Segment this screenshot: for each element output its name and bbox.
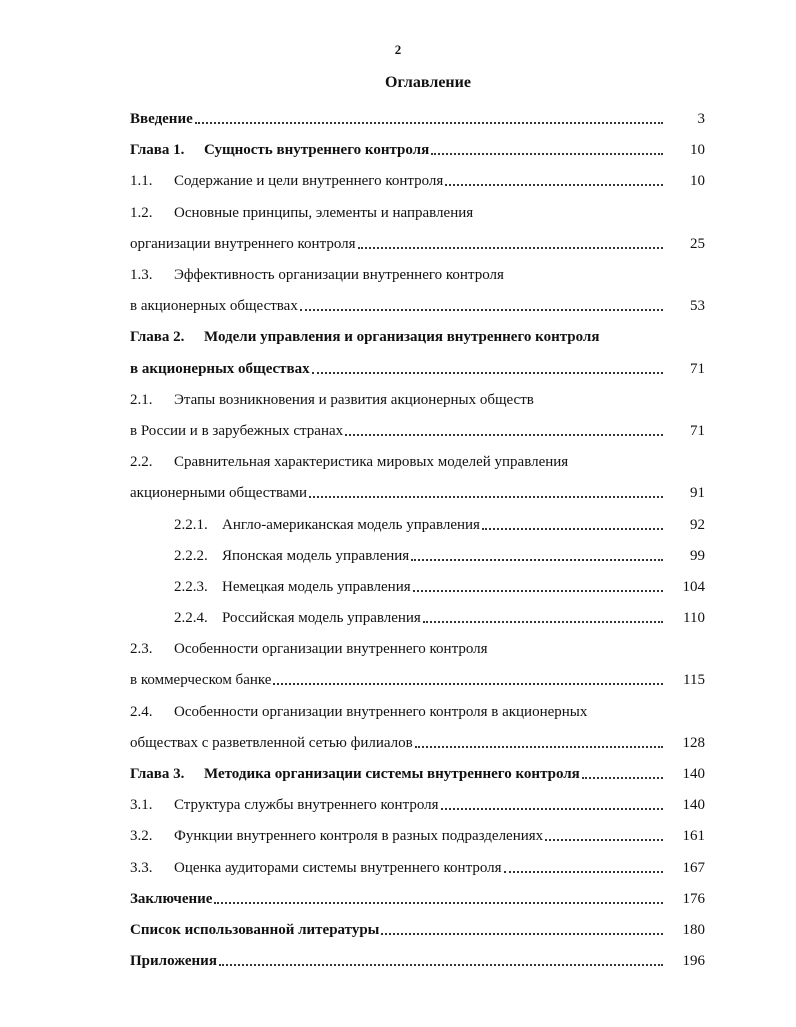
toc-entry-1-3[interactable] <box>130 260 705 291</box>
toc-entry-number: 2.2.2. <box>174 547 208 564</box>
toc-entry-text: в акционерных обществах <box>130 360 310 377</box>
leader-dots <box>413 575 663 592</box>
toc-entry-page: 128 <box>682 734 705 751</box>
toc-entry-page: 92 <box>690 516 705 533</box>
toc-entry-2-2-continued[interactable] <box>130 478 705 509</box>
toc-entry-page: 180 <box>682 921 705 938</box>
toc-entry-2-2-3[interactable] <box>130 572 705 603</box>
toc-entry-text: Введение <box>130 111 193 128</box>
toc-entry-text: Модели управления и организация внутреннего контроля <box>204 329 600 346</box>
leader-dots <box>273 668 663 685</box>
leader-dots <box>411 544 663 561</box>
toc-entry-text: Заключение <box>130 890 213 907</box>
toc-entry-2-4[interactable] <box>130 697 705 728</box>
table-of-contents <box>130 104 705 977</box>
toc-entry-text: обществах с разветвленной сетью филиалов <box>130 734 413 751</box>
toc-entry-introduction[interactable] <box>130 104 705 135</box>
toc-entry-1-2-continued[interactable] <box>130 229 705 260</box>
toc-entry-number: Глава 1. <box>130 142 185 159</box>
toc-entry-conclusion[interactable] <box>130 884 705 915</box>
toc-entry-number: 2.1. <box>130 391 153 408</box>
toc-entry-2-2-4[interactable] <box>130 603 705 634</box>
toc-entry-number: 2.2.3. <box>174 578 208 595</box>
leader-dots <box>381 918 663 935</box>
toc-entry-page: 99 <box>690 547 705 564</box>
toc-entry-appendices[interactable] <box>130 946 705 977</box>
leader-dots <box>195 107 663 124</box>
toc-entry-text: в акционерных обществах <box>130 298 298 315</box>
leader-dots <box>504 856 663 873</box>
leader-dots <box>482 513 663 530</box>
toc-entry-number: Глава 2. <box>130 329 185 346</box>
toc-entry-text: Российская модель управления <box>222 610 421 627</box>
toc-entry-text: организации внутреннего контроля <box>130 235 356 252</box>
toc-entry-number: 2.2.1. <box>174 516 208 533</box>
toc-entry-2-2-1[interactable] <box>130 509 705 540</box>
toc-entry-number: 2.4. <box>130 703 153 720</box>
toc-entry-page: 161 <box>682 828 705 845</box>
leader-dots <box>441 793 664 810</box>
toc-entry-page: 167 <box>682 859 705 876</box>
leader-dots <box>582 762 663 779</box>
toc-entry-number: 2.2. <box>130 454 153 471</box>
toc-entry-page: 196 <box>682 953 705 970</box>
page-number: 2 <box>394 42 402 57</box>
toc-entry-page: 10 <box>690 173 705 190</box>
toc-entry-page: 71 <box>690 360 705 377</box>
toc-entry-3-3[interactable] <box>130 853 705 884</box>
toc-entry-text: Немецкая модель управления <box>222 578 411 595</box>
toc-entry-page: 10 <box>690 142 705 159</box>
toc-entry-number: 1.1. <box>130 173 153 190</box>
toc-entry-text: Эффективность организации внутреннего контроля <box>174 267 504 284</box>
leader-dots <box>423 606 663 623</box>
toc-entry-number: 2.3. <box>130 641 153 658</box>
toc-entry-page: 25 <box>690 235 705 252</box>
toc-entry-1-3-continued[interactable] <box>130 291 705 322</box>
toc-entry-chapter-2[interactable] <box>130 322 705 353</box>
toc-entry-text: Функции внутреннего контроля в разных подразделениях <box>174 828 544 845</box>
leader-dots <box>431 138 663 155</box>
toc-entry-2-1-continued[interactable] <box>130 416 705 447</box>
leader-dots <box>312 357 663 374</box>
leader-dots <box>545 824 663 841</box>
toc-entry-text: Англо-американская модель управления <box>222 516 480 533</box>
toc-entry-2-3[interactable] <box>130 634 705 665</box>
leader-dots <box>445 169 663 186</box>
leader-dots <box>300 294 663 311</box>
toc-entry-1-2[interactable] <box>130 198 705 229</box>
toc-entry-text: Оценка аудиторами системы внутреннего контроля <box>174 859 502 876</box>
toc-entry-number: 1.3. <box>130 267 153 284</box>
toc-entry-number: 3.3. <box>130 859 153 876</box>
leader-dots <box>309 481 663 498</box>
toc-entry-2-2[interactable] <box>130 447 705 478</box>
toc-entry-text: Особенности организации внутреннего контроля <box>174 641 488 658</box>
leader-dots <box>358 232 663 249</box>
toc-entry-number: 3.1. <box>130 797 153 814</box>
toc-entry-text: Сущность внутреннего контроля <box>204 142 430 159</box>
toc-entry-chapter-2-continued[interactable] <box>130 354 705 385</box>
toc-entry-2-2-2[interactable] <box>130 541 705 572</box>
toc-entry-page: 140 <box>682 797 705 814</box>
toc-entry-text: Список использованной литературы <box>130 921 380 938</box>
toc-entry-page: 115 <box>683 672 705 689</box>
toc-entry-1-1[interactable] <box>130 166 705 197</box>
toc-entry-page: 140 <box>682 766 705 783</box>
toc-entry-text: в коммерческом банке <box>130 672 272 689</box>
toc-entry-number: 1.2. <box>130 204 153 221</box>
leader-dots <box>219 949 663 966</box>
toc-entry-page: 91 <box>690 485 705 502</box>
toc-entry-text: Этапы возникновения и развития акционерных обществ <box>174 391 534 408</box>
toc-entry-2-4-continued[interactable] <box>130 728 705 759</box>
leader-dots <box>345 419 663 436</box>
toc-entry-page: 176 <box>682 890 705 907</box>
toc-entry-number: 3.2. <box>130 828 153 845</box>
leader-dots <box>415 731 663 748</box>
toc-entry-2-3-continued[interactable] <box>130 665 705 696</box>
toc-entry-3-2[interactable] <box>130 821 705 852</box>
toc-entry-text: Особенности организации внутреннего контроля в акционерных <box>174 703 588 720</box>
toc-entry-chapter-1[interactable] <box>130 135 705 166</box>
toc-entry-2-1[interactable] <box>130 385 705 416</box>
toc-entry-page: 110 <box>683 610 705 627</box>
toc-entry-page: 3 <box>697 111 705 128</box>
toc-entry-page: 104 <box>682 578 705 595</box>
toc-entry-3-1[interactable] <box>130 790 705 821</box>
toc-entry-text: акционерными обществами <box>130 485 308 502</box>
toc-entry-page: 53 <box>690 298 705 315</box>
toc-entry-bibliography[interactable] <box>130 915 705 946</box>
toc-entry-text: в России и в зарубежных странах <box>130 422 344 439</box>
toc-entry-text: Содержание и цели внутреннего контроля <box>174 173 444 190</box>
toc-entry-text: Методика организации системы внутреннего контроля <box>204 766 580 783</box>
toc-entry-text: Сравнительная характеристика мировых моделей управления <box>174 454 569 471</box>
toc-entry-number: 2.2.4. <box>174 610 208 627</box>
toc-entry-page: 71 <box>690 422 705 439</box>
page-title: Оглавление <box>385 74 471 91</box>
toc-entry-chapter-3[interactable] <box>130 759 705 790</box>
toc-entry-text: Японская модель управления <box>222 547 410 564</box>
leader-dots <box>214 887 663 904</box>
toc-entry-text: Приложения <box>130 953 217 970</box>
toc-entry-text: Структура службы внутреннего контроля <box>174 797 439 814</box>
toc-entry-text: Основные принципы, элементы и направления <box>174 204 474 221</box>
toc-entry-number: Глава 3. <box>130 766 185 783</box>
